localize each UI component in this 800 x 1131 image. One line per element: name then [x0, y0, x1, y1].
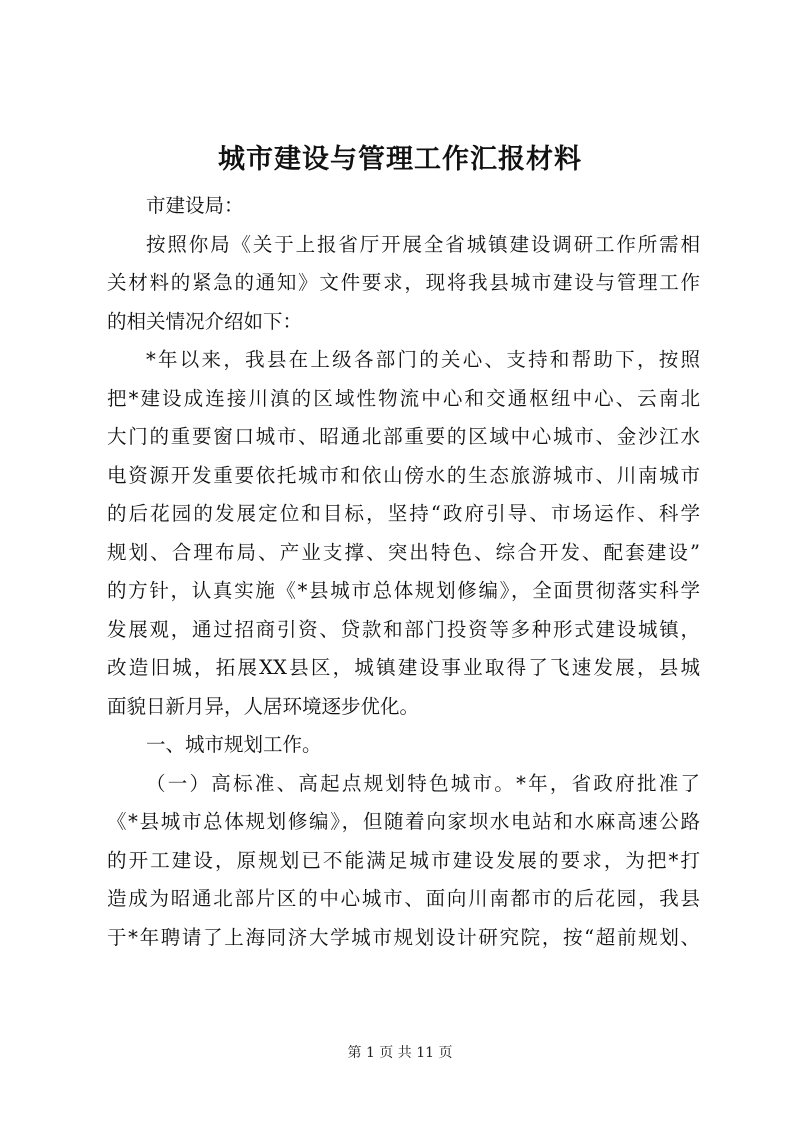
body-line: 规划、合理布局、产业支撑、突出特色、综合开发、配套建设” — [107, 540, 700, 564]
body-line: 把*建设成连接川滇的区域性物流中心和交通枢纽中心、云南北 — [107, 386, 700, 410]
body-line: 造成为昭通北部片区的中心城市、面向川南都市的后花园，我县 — [107, 887, 700, 910]
salutation-line: 市建设局： — [146, 194, 244, 217]
body-line: 的相关情况介绍如下： — [107, 309, 303, 333]
body-line: 面貌日新月异，人居环境逐步优化。 — [107, 694, 420, 718]
body-line: （一）高标准、高起点规划特色城市。*年，省政府批准了 — [146, 771, 700, 795]
body-line: 发展观，通过招商引资、贷款和部门投资等多种形式建设城镇， — [107, 617, 700, 641]
body-line: 的开工建设，原规划已不能满足城市建设发展的要求，为把*打 — [107, 848, 700, 872]
document-body — [107, 187, 700, 957]
body-line: 的后花园的发展定位和目标，坚持“政府引导、市场运作、科学 — [107, 502, 700, 525]
document-title: 城市建设与管理工作汇报材料 — [218, 144, 582, 175]
section-heading: 一、城市规划工作。 — [146, 733, 322, 756]
body-line: 改造旧城，拓展XX县区，城镇建设事业取得了飞速发展，县城 — [107, 656, 700, 679]
body-line: 按照你局《关于上报省厅开展全省城镇建设调研工作所需相 — [146, 232, 700, 256]
body-line: 的方针，认真实施《*县城市总体规划修编》，全面贯彻落实科学 — [107, 579, 700, 602]
body-line: *年以来，我县在上级各部门的关心、支持和帮助下，按照 — [146, 348, 700, 371]
body-line: 大门的重要窗口城市、昭通北部重要的区域中心城市、金沙江水 — [107, 425, 700, 448]
body-line: 于*年聘请了上海同济大学城市规划设计研究院，按“超前规划、 — [107, 925, 700, 949]
body-line: 电资源开发重要依托城市和依山傍水的生态旅游城市、川南城市 — [107, 463, 700, 487]
body-line: 关材料的紧急的通知》文件要求，现将我县城市建设与管理工作 — [107, 271, 700, 294]
body-line: 《*县城市总体规划修编》，但随着向家坝水电站和水麻高速公路 — [107, 810, 700, 833]
page-footer: 第 1 页 共 11 页 — [347, 1045, 453, 1061]
